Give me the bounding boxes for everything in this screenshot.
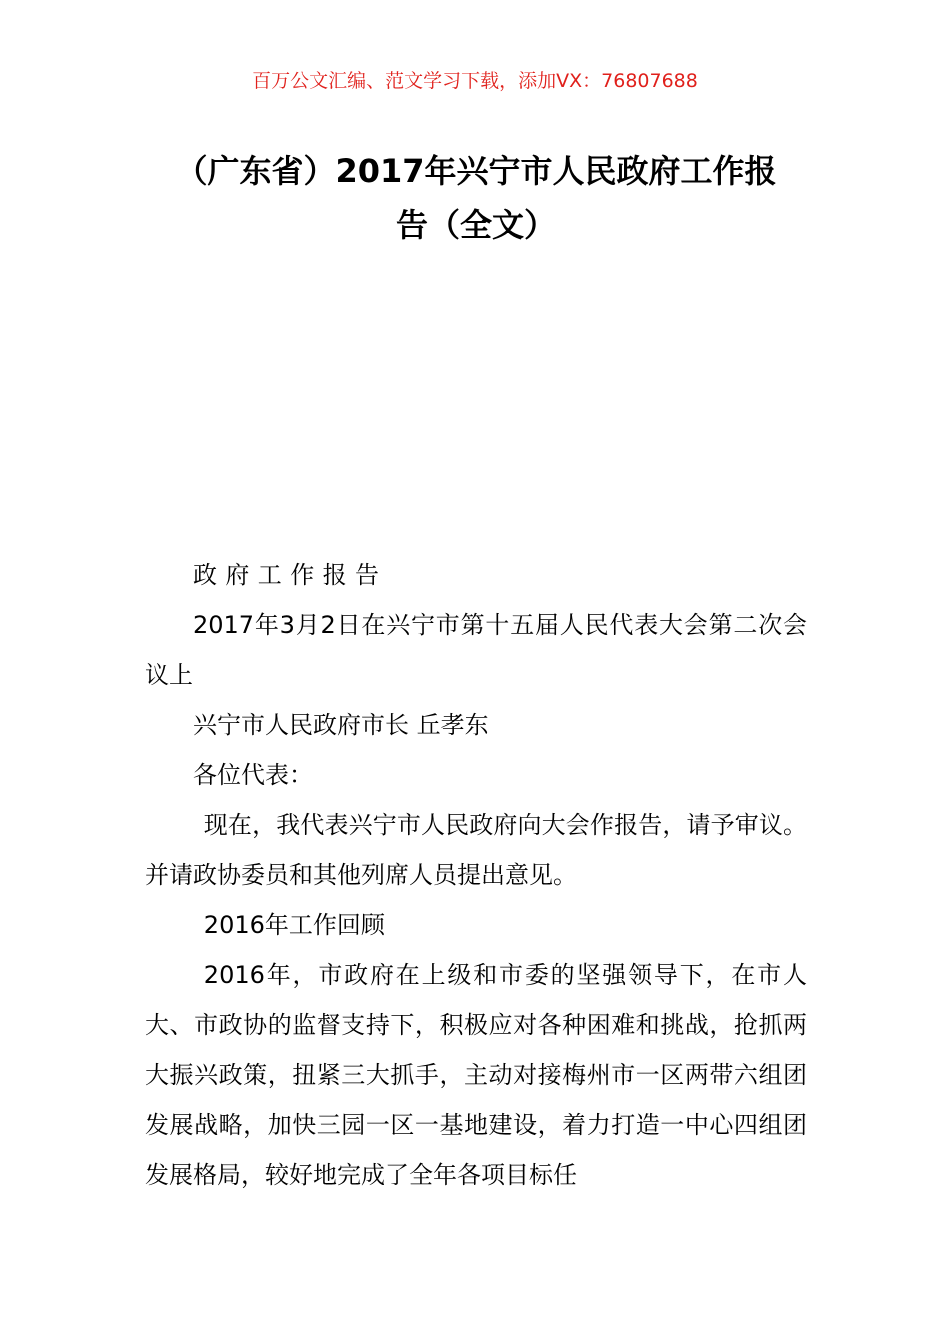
document-title-line-2: 告（全文） [395,206,556,244]
intro-paragraph: 现在，我代表兴宁市人民政府向大会作报告，请予审议。并请政协委员和其他列席人员提出意见。 [145,811,807,889]
speaker-line: 兴宁市人民政府市长 丘孝东 [193,711,489,739]
salutation: 各位代表： [193,761,313,789]
section-title: 2016年工作回顾 [203,911,385,939]
header-note: 百万公文汇编、范文学习下载，添加VX：76807688 [252,70,698,92]
document-title [145,144,807,252]
document-title-line-1: （广东省）2017年兴宁市人民政府工作报 [175,152,777,190]
document-body [145,550,807,1200]
report-heading: 政府工作报告 [193,561,388,589]
meeting-info: 2017年3月2日在兴宁市第十五届人民代表大会第二次会议上 [145,611,807,689]
section-paragraph: 2016年，市政府在上级和市委的坚强领导下，在市人大、市政协的监督支持下，积极应对各种困难和挑战，抢抓两大振兴政策，扭紧三大抓手，主动对接梅州市一区两带六组团发展战略，加快三园一区一基地建设，着力打造一中心四组团发展格局，较好地完成了全年各项目标任 [145,961,807,1189]
